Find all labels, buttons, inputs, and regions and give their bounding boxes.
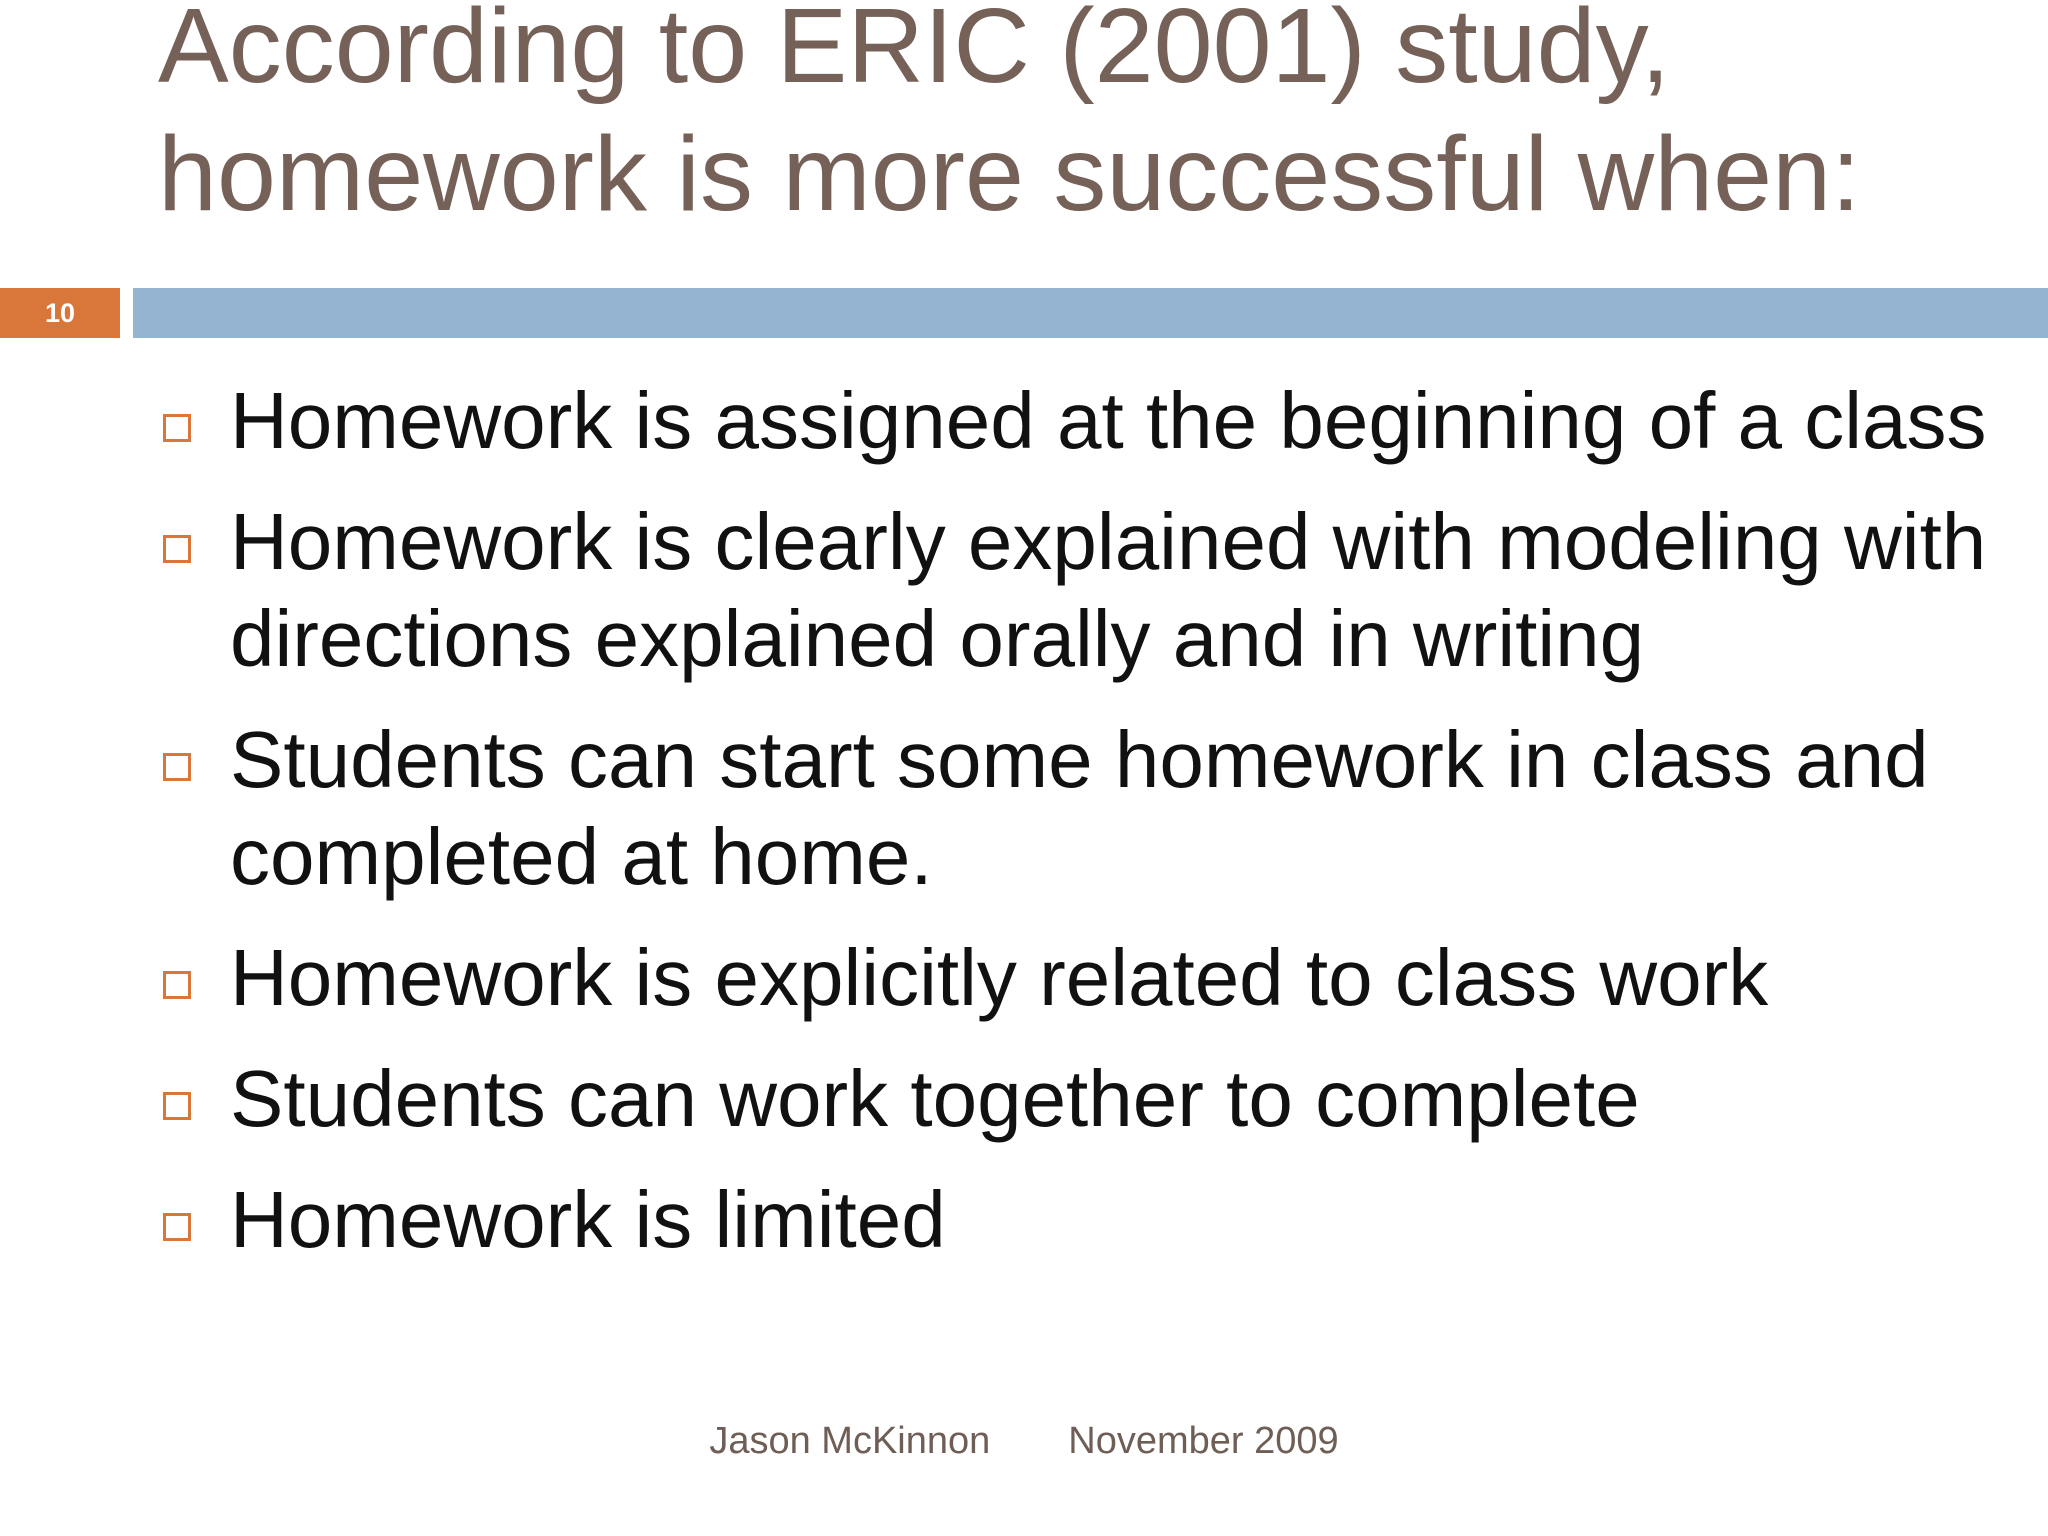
list-item-text: Homework is explicitly related to class work — [230, 933, 1769, 1022]
slide-title: According to ERIC (2001) study, homework is more successful when: — [158, 0, 1861, 233]
slide-number-badge — [0, 288, 120, 338]
list-item-text: Homework is clearly explained with modeling with directions explained orally and in writing — [230, 497, 1987, 683]
square-bullet-icon — [163, 414, 191, 442]
square-bullet-icon — [163, 971, 191, 999]
list-item-text: Homework is limited — [230, 1175, 946, 1264]
footer-author: Jason McKinnon — [709, 1420, 991, 1462]
header-bar — [133, 288, 2048, 338]
list-item-text: Homework is assigned at the beginning of a class — [230, 376, 1987, 465]
square-bullet-icon — [163, 535, 191, 563]
list-item-text: Students can start some homework in class and completed at home. — [230, 715, 1929, 901]
list-item — [160, 1171, 2000, 1268]
list-item — [160, 493, 2000, 687]
square-bullet-icon — [163, 753, 191, 781]
list-item — [160, 929, 2000, 1026]
footer-date: November 2009 — [1068, 1420, 1339, 1462]
footer — [0, 1420, 2048, 1463]
slide-number: 10 — [44, 297, 76, 328]
list-item — [160, 372, 2000, 469]
list-item — [160, 1050, 2000, 1147]
square-bullet-icon — [163, 1092, 191, 1120]
list-item-text: Students can work together to complete — [230, 1054, 1640, 1143]
list-item — [160, 711, 2000, 905]
bullet-list — [160, 372, 2000, 1292]
square-bullet-icon — [163, 1213, 191, 1241]
